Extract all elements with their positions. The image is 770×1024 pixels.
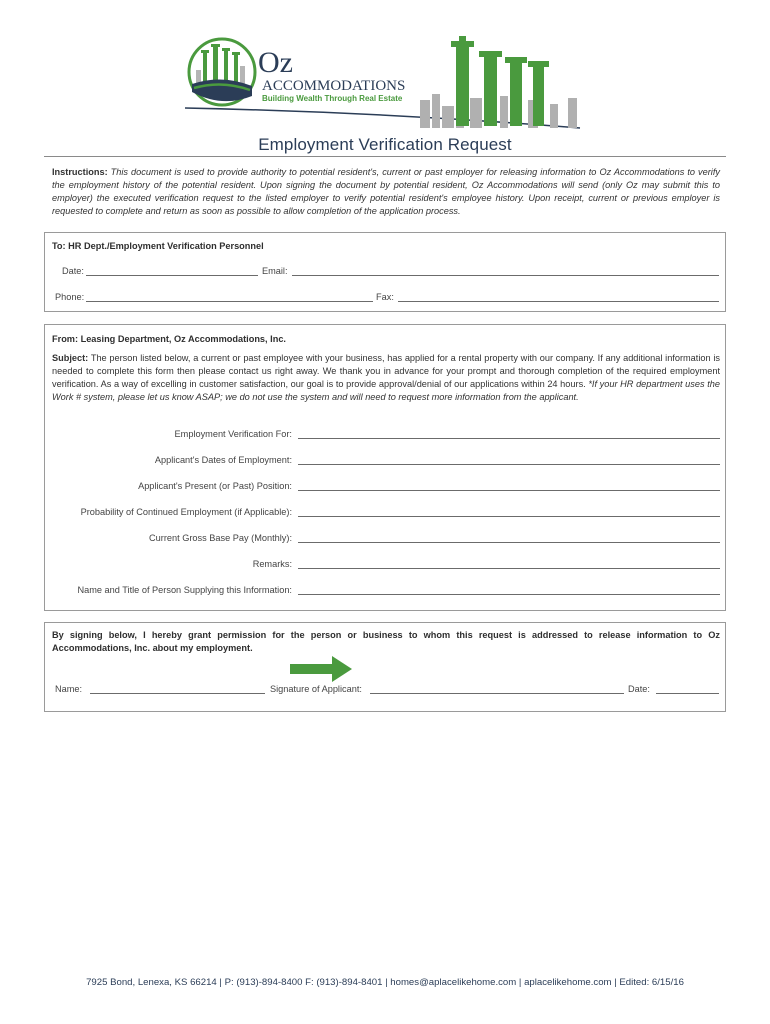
sign-name-label: Name: — [55, 684, 83, 694]
grant-permission-text: By signing below, I hereby grant permission for the person or business to whom this request is addressed to release information to Oz Accommodations, Inc. about my employment. — [52, 630, 720, 653]
subject-text: The person listed below, a current or past employee with your business, has applied for a rental property with our company. If any additional information is needed to complete this form then please contact us right away. We thank you in advance for your prompt and thorough completion of the required employment verification. As a way of excelling in customer satisfaction, our goal is to provide approval/denial of our applications within 24 hours. — [52, 353, 720, 389]
field-row-supplier — [52, 585, 720, 595]
field-label: Applicant's Present (or Past) Position: — [138, 481, 292, 491]
signature-label: Signature of Applicant: — [270, 684, 362, 694]
brand-oz-text: Oz — [258, 46, 293, 79]
to-phone-label: Phone: — [55, 292, 85, 302]
applicant-signature-field[interactable] — [370, 693, 624, 694]
field-row-position — [52, 481, 720, 491]
continued-employment-field[interactable] — [298, 516, 720, 517]
to-fax-label: Fax: — [376, 292, 394, 302]
supplier-name-title-field[interactable] — [298, 594, 720, 595]
field-row-probability — [52, 507, 720, 517]
subject-italic-note: *If your HR department uses the Work # system, please let us know ASAP; we do not use the system and will need to request more information from the applicant. — [52, 379, 720, 402]
to-heading: To: HR Dept./Employment Verification Personnel — [52, 241, 264, 251]
position-field[interactable] — [298, 490, 720, 491]
field-row-dates — [52, 455, 720, 465]
field-label: Name and Title of Person Supplying this Information: — [77, 585, 292, 595]
applicant-name-field[interactable] — [90, 693, 265, 694]
to-phone-row — [55, 292, 373, 302]
field-label: Applicant's Dates of Employment: — [154, 455, 292, 465]
to-date-row — [62, 266, 258, 276]
gross-pay-field[interactable] — [298, 542, 720, 543]
field-row-pay — [52, 533, 720, 543]
subject-label: Subject: — [52, 353, 89, 363]
header-logo-area — [0, 0, 770, 135]
to-fax-field[interactable] — [398, 301, 719, 302]
instructions-label: Instructions: — [52, 167, 108, 177]
page-title: Employment Verification Request — [258, 135, 512, 154]
to-email-row — [262, 266, 719, 276]
to-date-field[interactable] — [86, 275, 258, 276]
dates-of-employment-field[interactable] — [298, 464, 720, 465]
to-date-label: Date: — [62, 266, 84, 276]
to-email-field[interactable] — [292, 275, 719, 276]
field-label: Remarks: — [252, 559, 292, 569]
employment-for-field[interactable] — [298, 438, 720, 439]
instructions-paragraph — [52, 166, 720, 218]
arrow-right-icon — [290, 656, 352, 682]
field-label: Probability of Continued Employment (if Applicable): — [80, 507, 292, 517]
brand-tagline-text: Building Wealth Through Real Estate — [262, 94, 403, 103]
field-label: Employment Verification For: — [174, 429, 292, 439]
field-row-remarks — [52, 559, 720, 569]
from-heading: From: Leasing Department, Oz Accommodations, Inc. — [52, 334, 286, 344]
emblem-icon — [189, 39, 255, 105]
title-divider — [44, 156, 726, 157]
subject-paragraph — [52, 352, 720, 404]
to-email-label: Email: — [262, 266, 288, 276]
sign-date-field[interactable] — [656, 693, 719, 694]
sign-name-row — [55, 684, 265, 694]
to-fax-row — [376, 292, 719, 302]
sign-signature-row — [270, 684, 624, 694]
to-phone-field[interactable] — [86, 301, 373, 302]
field-label: Current Gross Base Pay (Monthly): — [149, 533, 292, 543]
remarks-field[interactable] — [298, 568, 720, 569]
field-row-employment-for — [52, 429, 720, 439]
sign-date-row — [628, 684, 719, 694]
brand-name-text: ACCOMMODATIONS — [262, 78, 406, 94]
instructions-text: This document is used to provide authority to potential resident's, current or past employer for releasing information to Oz Accommodations to verify the employment history of the potential resident. Upon signing the document by potential resident, Oz Accommodations will send (only Oz may submit this to employer) the executed verification request to the listed employer to verify potential resident's employee history. Upon receipt, current or previous employer is requested to complete and return as soon as possible to allow completion of the application process. — [52, 167, 720, 216]
footer-contact-info: 7925 Bond, Lenexa, KS 66214 | P: (913)-894-8400 F: (913)-894-8401 | homes@aplacelikehome.com | aplacelikehome.com | Edited: 6/15/16 — [86, 977, 684, 988]
sign-date-label: Date: — [628, 684, 650, 694]
company-logo — [0, 0, 770, 135]
